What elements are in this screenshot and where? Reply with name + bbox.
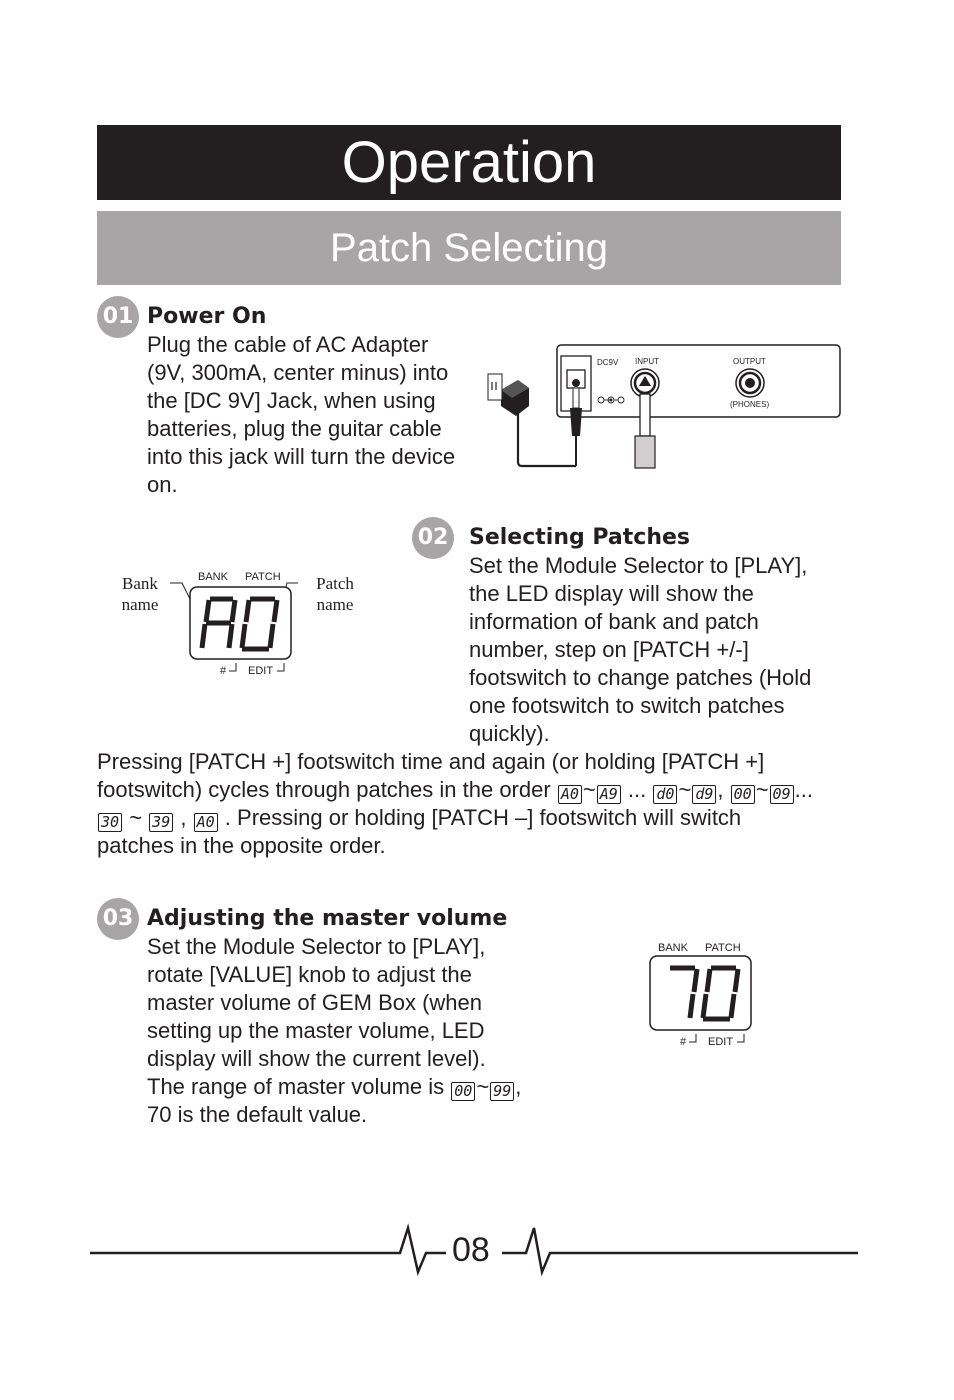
- adapter-cable: [518, 412, 576, 466]
- phones-label: (PHONES): [730, 400, 770, 409]
- text-line: footswitch) cycles through patches in the order A0 ~ A9 ... d0 ~ d9 , 00 ~ 09 ...: [97, 777, 813, 803]
- text-line: Set the Module Selector to [PLAY],: [469, 553, 808, 578]
- segment-d0: d0: [653, 785, 677, 804]
- step-badge-03: 03: [97, 898, 139, 940]
- section-body-power-on: [147, 331, 455, 499]
- bank-name-label: Bank name: [121, 574, 159, 614]
- text-line: setting up the master volume, LED: [147, 1018, 485, 1043]
- text-line: display will show the current level).: [147, 1046, 486, 1071]
- text-line: number, step on [PATCH +/-]: [469, 637, 749, 662]
- segment-00: 00: [731, 785, 755, 804]
- page-title: Operation: [97, 125, 841, 200]
- step-badge-01: 01: [97, 296, 139, 338]
- text-line: patches in the opposite order.: [97, 833, 386, 858]
- segment-30: 30: [98, 813, 122, 832]
- patch-label: PATCH: [245, 571, 281, 583]
- text-line: the LED display will show the: [469, 581, 754, 606]
- dc9v-label: DC9V: [597, 358, 619, 367]
- bank-label: BANK: [198, 571, 228, 583]
- text-line: 70 is the default value.: [147, 1102, 368, 1127]
- input-label: INPUT: [635, 357, 659, 366]
- text-line: on.: [147, 472, 178, 497]
- patch-label: PATCH: [705, 942, 741, 954]
- text-line: Set the Module Selector to [PLAY],: [147, 934, 486, 959]
- edit-label: EDIT: [248, 665, 274, 677]
- section-body-selecting-patches: [469, 552, 811, 748]
- patch-name-label: Patch name: [316, 574, 354, 614]
- bank-label: BANK: [658, 942, 688, 954]
- segment-d9: d9: [692, 785, 716, 804]
- ac-adapter-icon: [488, 374, 529, 416]
- patch-order-paragraph: [97, 748, 813, 860]
- text-line: Plug the cable of AC Adapter: [147, 332, 429, 357]
- segment-range-00: 00: [451, 1082, 475, 1101]
- section-heading-master-volume: Adjusting the master volume: [147, 906, 508, 931]
- edit-label: EDIT: [708, 1036, 734, 1048]
- text-line: batteries, plug the guitar cable: [147, 416, 442, 441]
- led-display-70: [625, 936, 765, 1051]
- segment-a0: A0: [558, 785, 582, 804]
- text-line: footswitch to change patches (Hold: [469, 665, 812, 690]
- text-line: 30 ~ 39 , A0 . Pressing or holding [PATCH –] footswitch will switch: [97, 804, 813, 832]
- segment-a9: A9: [597, 785, 621, 804]
- led-display-a0: [165, 565, 305, 680]
- section-heading-selecting-patches: Selecting Patches: [469, 525, 691, 550]
- text-line: quickly).: [469, 721, 550, 746]
- section-subtitle: Patch Selecting: [97, 211, 841, 285]
- segment-a0-end: A0: [194, 813, 218, 832]
- led-frame: [190, 587, 291, 659]
- device-panel: [557, 345, 840, 417]
- text-line: Pressing [PATCH +] footswitch time and again (or holding [PATCH +]: [97, 749, 765, 774]
- text-line: information of bank and patch: [469, 609, 759, 634]
- section-body-master-volume: [147, 933, 521, 1129]
- page-number: 08: [452, 1231, 490, 1269]
- output-label: OUTPUT: [733, 357, 766, 366]
- step-badge-02: 02: [412, 517, 454, 559]
- text-line: The range of master volume is 00 ~ 99 ,: [147, 1074, 522, 1100]
- hash-label: #: [220, 665, 227, 677]
- jack-connection-diagram: [484, 340, 844, 475]
- text-line: (9V, 300mA, center minus) into: [147, 360, 449, 385]
- text-line: rotate [VALUE] knob to adjust the: [147, 962, 472, 987]
- text-line: the [DC 9V] Jack, when using: [147, 388, 436, 413]
- segment-09: 09: [770, 785, 794, 804]
- text-line: one footswitch to switch patches: [469, 693, 785, 718]
- text-line: master volume of GEM Box (when: [147, 990, 483, 1015]
- text-line: into this jack will turn the device: [147, 444, 456, 469]
- hash-label: #: [680, 1036, 687, 1048]
- section-heading-power-on: Power On: [147, 304, 267, 329]
- segment-39: 39: [149, 813, 173, 832]
- segment-range-99: 99: [490, 1082, 514, 1101]
